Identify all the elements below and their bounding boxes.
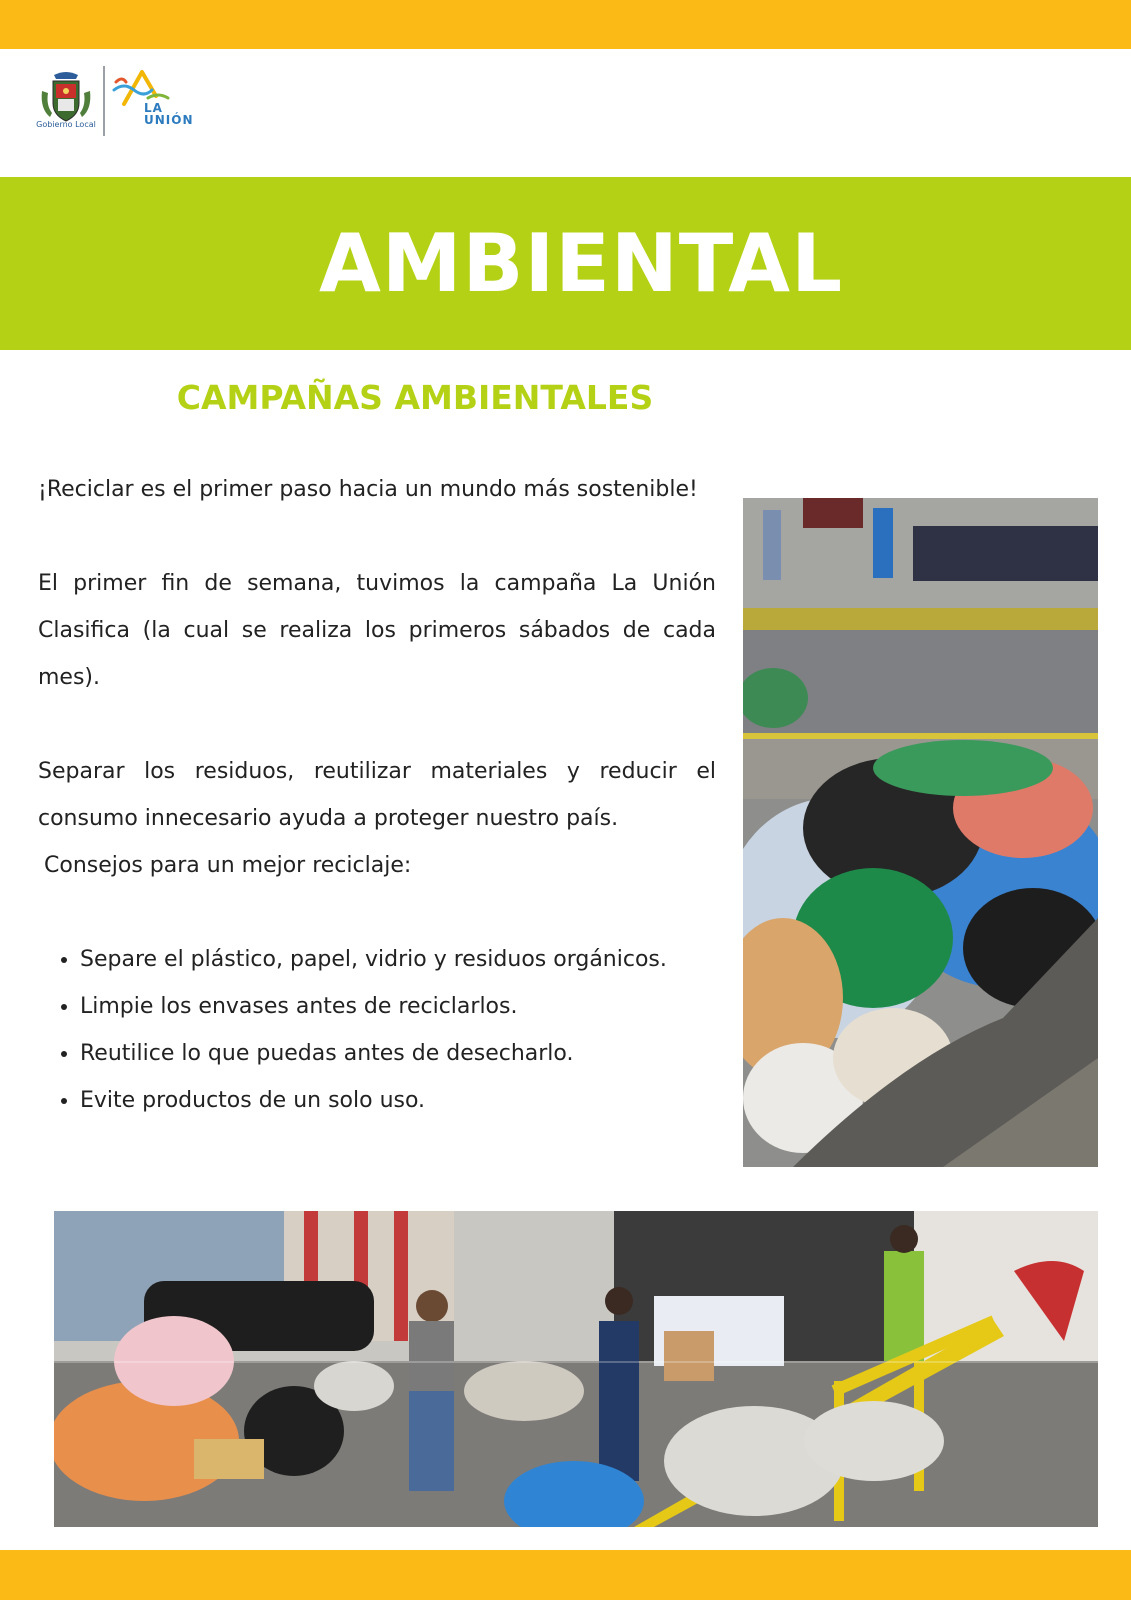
campaign-paragraph: El primer fin de semana, tuvimos la campaña La Unión Clasifica (la cual se realiza los primeros sábados de cada mes). [38,571,716,690]
top-color-bar [0,0,1131,49]
body-text [38,466,716,1124]
section-subtitle: CAMPAÑAS AMBIENTALES [176,378,654,417]
brand-text-union: UNIÓN [144,113,194,127]
list-item: • Evite productos de un solo uso. [80,1077,716,1124]
banner-title: AMBIENTAL [318,217,844,310]
la-union-mountain-icon [112,68,172,108]
list-item: • Separe el plástico, papel, vidrio y residuos orgánicos. [80,936,716,983]
separation-paragraph: Separar los residuos, reutilizar materiales y reducir el consumo innecesario ayuda a proteger nuestro país. [38,759,716,831]
logo-divider [103,66,105,136]
list-item: • Reutilice lo que puedas antes de desecharlo. [80,1030,716,1077]
intro-paragraph: ¡Reciclar es el primer paso hacia un mundo más sostenible! [38,477,698,502]
section-banner [0,177,1131,350]
tips-heading: Consejos para un mejor reciclaje: [44,853,412,878]
brand-text-la: LA [144,101,163,115]
list-item: • Limpie los envases antes de reciclarlos. [80,983,716,1030]
bottom-color-bar [0,1550,1131,1600]
campaign-collection-photo [54,1211,1098,1527]
crest-caption: Gobierno Local [36,120,96,129]
header-logos [36,64,206,136]
recycling-bags-photo [743,498,1098,1167]
tips-list [38,936,716,1124]
